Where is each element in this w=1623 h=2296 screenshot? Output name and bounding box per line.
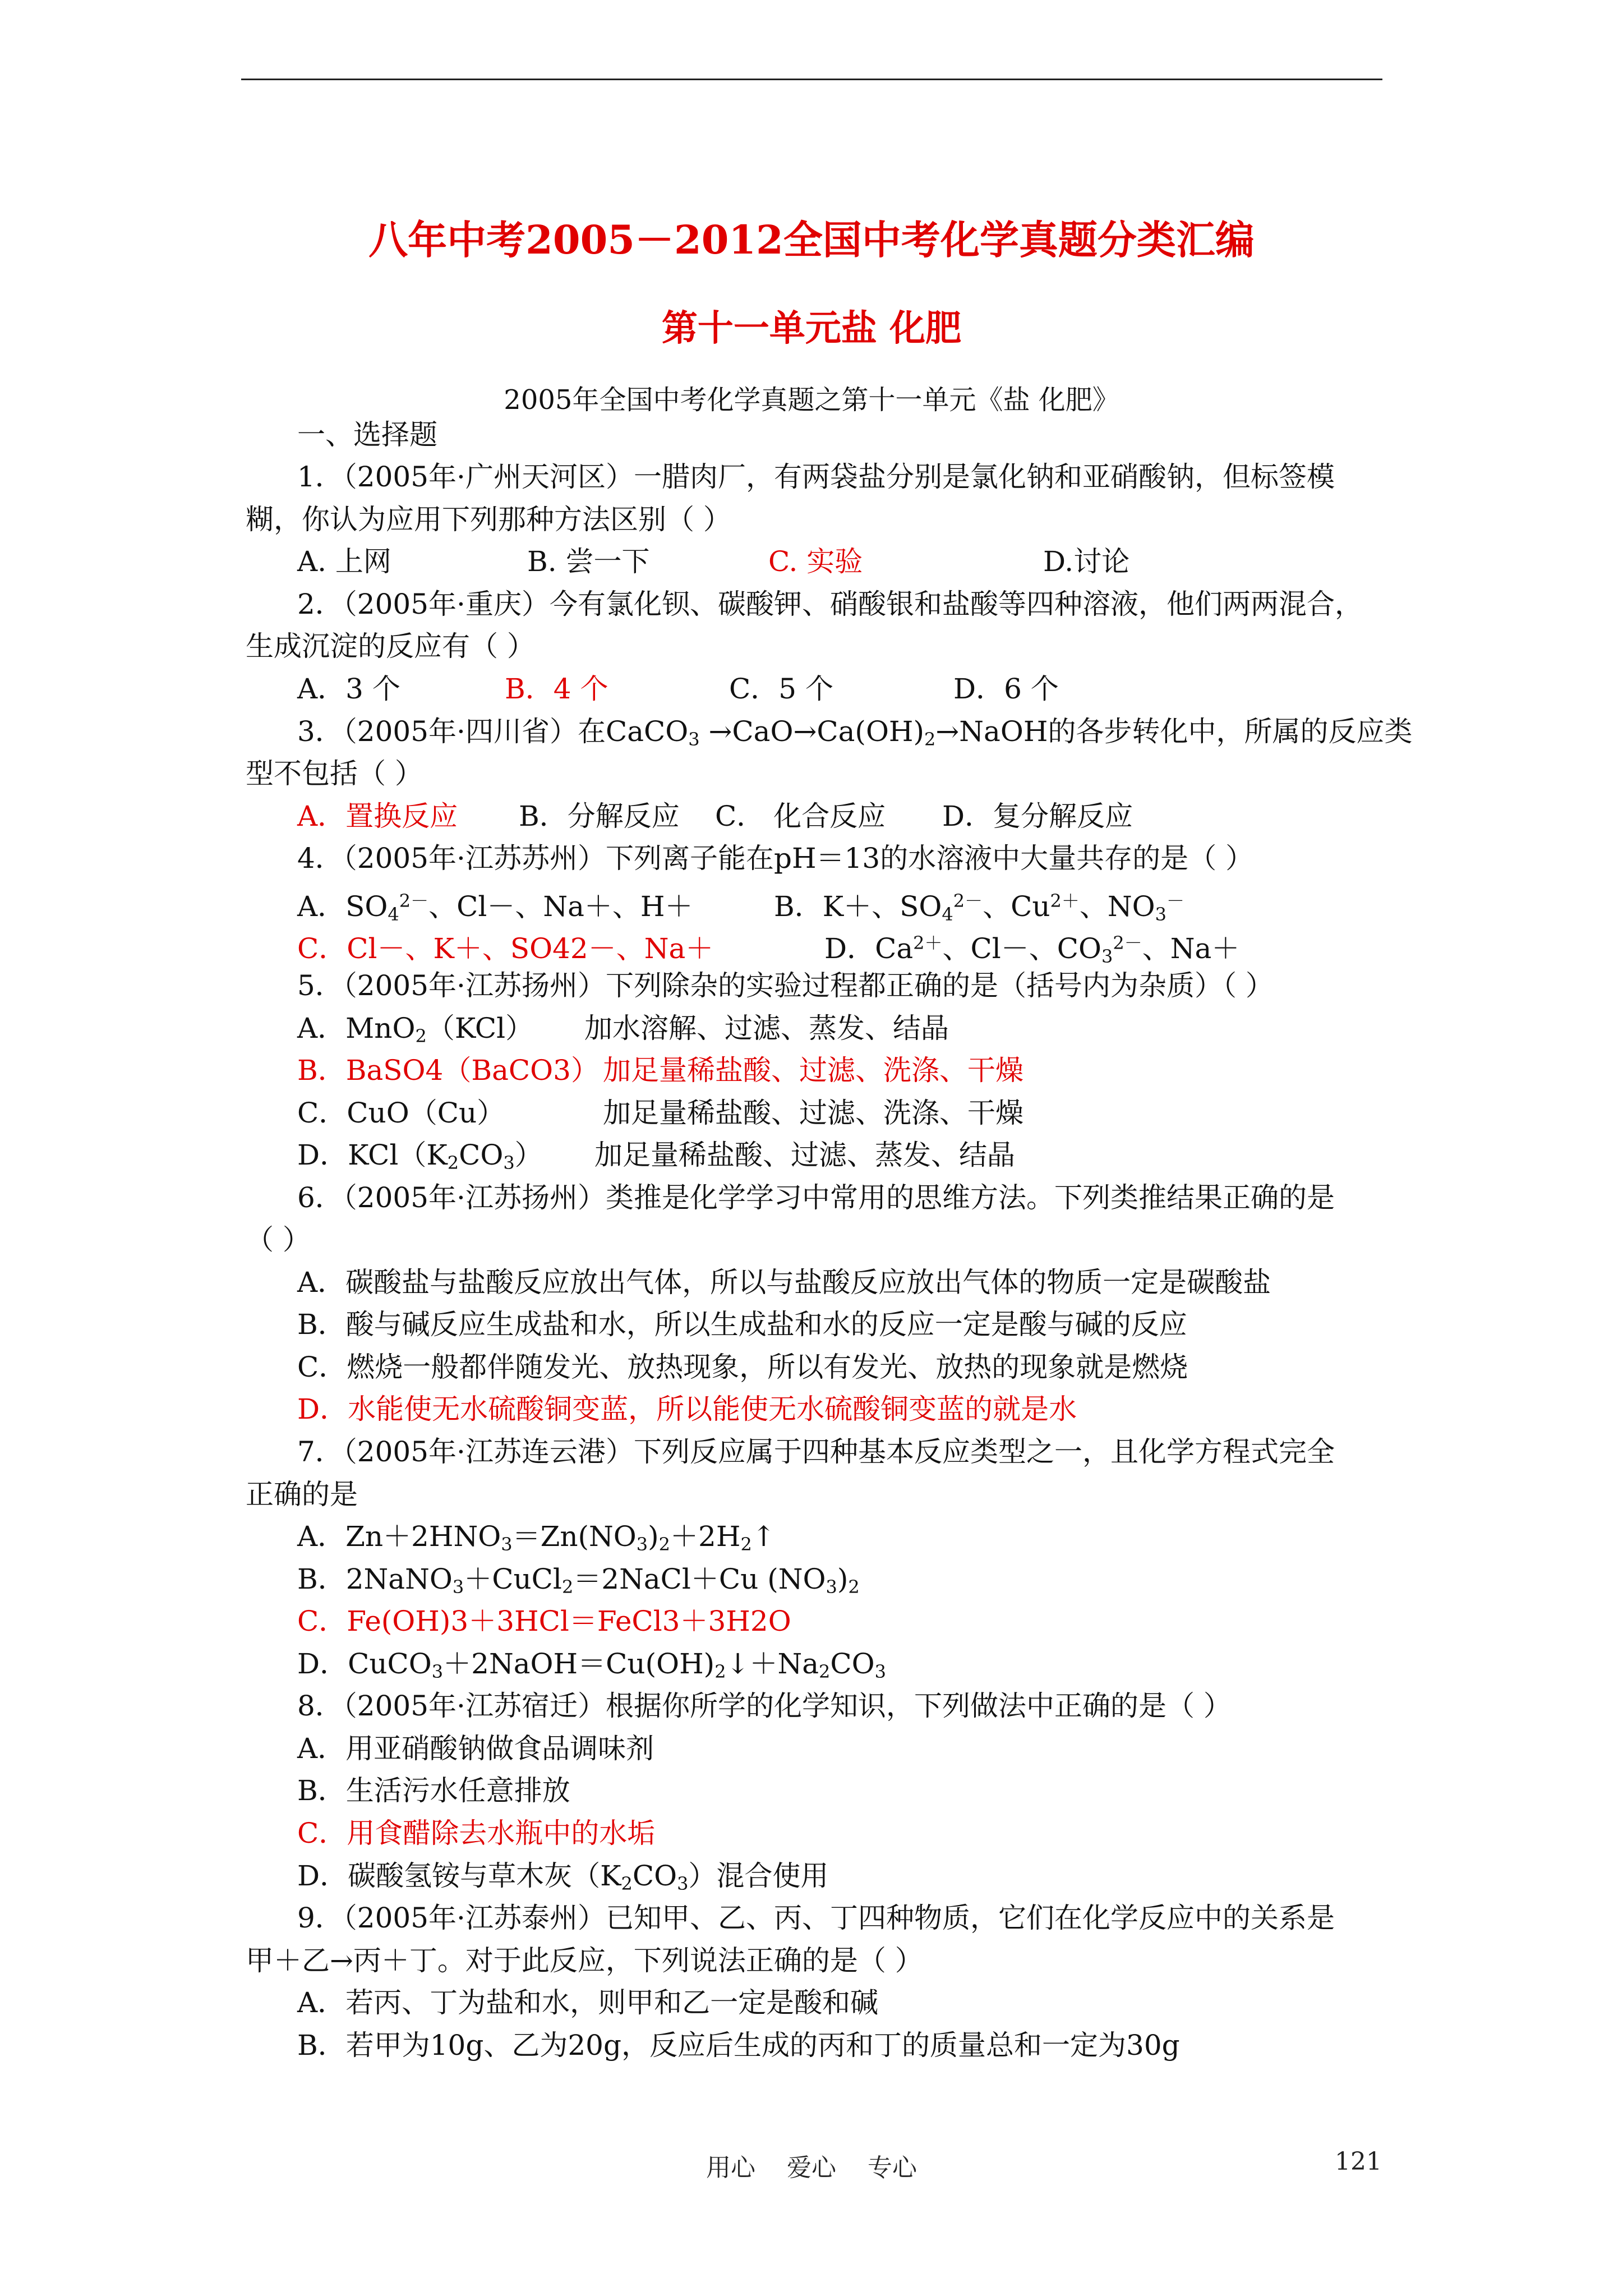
q6-stem-line2: （ ）	[246, 1223, 311, 1256]
q7-d-text: D．CuCO	[297, 1648, 432, 1680]
q7-d-text: CO	[830, 1648, 875, 1680]
subscript: 3	[677, 1873, 689, 1894]
header-rule	[241, 79, 1382, 80]
page-number: 121	[1335, 2147, 1382, 2176]
q6-option-a: A．碳酸盐与盐酸反应放出气体，所以与盐酸反应放出气体的物质一定是碳酸盐	[297, 1266, 1271, 1299]
subscript: 3	[874, 1661, 886, 1682]
superscript: 2＋	[1050, 890, 1080, 912]
footer-motto-2: 爱心	[787, 2154, 836, 2182]
q3-stem-text: →NaOH的各步转化中，所属的反应类	[935, 715, 1413, 748]
q6-option-d-answer: D．水能使无水硫酸铜变蓝，所以能使无水硫酸铜变蓝的就是水	[297, 1393, 1077, 1425]
section-label: 一、选择题	[297, 418, 437, 451]
subscript: 2	[714, 1661, 726, 1682]
q4-d-text: 、Na＋	[1142, 932, 1240, 965]
q5-d-text: D．KCl（K	[297, 1139, 448, 1171]
q7-d-text: ↓＋Na	[726, 1648, 819, 1680]
q5-option-d	[297, 1137, 1015, 1181]
q5-b-method: 加足量稀盐酸、过滤、洗涤、干燥	[603, 1054, 1023, 1087]
superscript: 2－	[953, 890, 983, 912]
q4-a-text: A．SO	[297, 890, 388, 923]
q1-option-b: B. 尝一下	[527, 545, 650, 578]
subscript: 2	[447, 1152, 459, 1174]
subscript: 3	[503, 1152, 515, 1174]
q8-d-text: ）混合使用	[688, 1860, 829, 1892]
q2-option-b-answer: B．4 个	[505, 673, 608, 705]
subscript: 2	[658, 1534, 671, 1555]
subscript: 3	[1155, 904, 1167, 925]
q5-d-text: ）	[514, 1139, 543, 1171]
q5-stem: 5．（2005年·江苏扬州）下列除杂的实验过程都正确的是（括号内为杂质）（ ）	[297, 969, 1274, 1002]
q7-b-text: )	[837, 1563, 849, 1595]
subscript: 4	[388, 904, 399, 925]
q8-d-text: CO	[632, 1860, 677, 1892]
subscript: 3	[688, 729, 700, 750]
q4-a-text: 、Cl－、Na＋、H＋	[428, 890, 693, 923]
q7-stem-line2: 正确的是	[246, 1478, 358, 1511]
q4-b-text: 、Cu	[983, 890, 1050, 923]
q3-stem-line1	[297, 713, 1412, 758]
q9-stem-line2: 甲＋乙→丙＋丁。对于此反应，下列说法正确的是（ ）	[246, 1944, 923, 1977]
q7-a-text: )	[648, 1520, 659, 1553]
q5-d-text: CO	[459, 1139, 504, 1171]
q4-b-text: B．K＋、SO	[774, 890, 942, 923]
q5-a-text: A．MnO	[297, 1012, 416, 1045]
q7-b-text: B．2NaNO	[297, 1563, 453, 1595]
q2-stem-line2: 生成沉淀的反应有（ ）	[246, 630, 535, 662]
q4-d-text: 、Cl－、CO	[942, 932, 1102, 965]
subscript: 3	[1101, 946, 1113, 967]
q7-a-text: ↑	[751, 1520, 776, 1553]
q1-stem-line1: 1．（2005年·广州天河区）一腊肉厂，有两袋盐分别是氯化钠和亚硝酸钠，但标签模	[297, 461, 1335, 493]
q8-option-d	[297, 1857, 828, 1902]
q3-option-c: C． 化合反应	[715, 800, 886, 832]
q8-option-b: B．生活污水任意排放	[297, 1774, 570, 1807]
q7-option-c-answer: C．Fe(OH)3＋3HCl＝FeCl3＋3H2O	[297, 1605, 791, 1637]
q3-option-b: B．分解反应	[519, 800, 680, 832]
subscript: 3	[636, 1534, 648, 1555]
q1-stem-line2: 糊，你认为应用下列那种方法区别（ ）	[246, 503, 731, 536]
q2-stem-line1: 2．（2005年·重庆）今有氯化钡、碳酸钾、硝酸银和盐酸等四种溶液，他们两两混合，	[297, 588, 1363, 620]
q5-c-reagent: C．CuO（Cu）	[297, 1097, 505, 1129]
q9-option-b: B．若甲为10g、乙为20g，反应后生成的丙和丁的质量总和一定为30g	[297, 2029, 1180, 2062]
q8-option-c-answer: C．用食醋除去水瓶中的水垢	[297, 1817, 656, 1849]
q5-a-method: 加水溶解、过滤、蒸发、结晶	[584, 1012, 949, 1045]
q7-a-text: ＋2H	[670, 1520, 741, 1553]
q5-d-reagent	[297, 1137, 594, 1181]
q8-d-text: D．碳酸氢铵与草木灰（K	[297, 1860, 621, 1892]
q7-a-text: A．Zn＋2HNO	[297, 1520, 501, 1553]
q8-stem: 8．（2005年·江苏宿迁）根据你所学的化学知识，下列做法中正确的是（ ）	[297, 1690, 1232, 1722]
subscript: 2	[740, 1534, 752, 1555]
subscript: 2	[848, 1576, 860, 1598]
q7-option-a	[297, 1518, 776, 1563]
q7-stem-line1: 7．（2005年·江苏连云港）下列反应属于四种基本反应类型之一，且化学方程式完全	[297, 1435, 1335, 1468]
q5-option-a	[297, 1010, 949, 1055]
unit-title	[0, 300, 1623, 351]
q7-option-b	[297, 1561, 860, 1605]
q6-option-c: C．燃烧一般都伴随发光、放热现象，所以有发光、放热的现象就是燃烧	[297, 1351, 1188, 1383]
unit-topic: 盐 化肥	[841, 307, 962, 349]
q5-option-c	[297, 1094, 1023, 1131]
document-title: 八年中考2005－2012全国中考化学真题分类汇编	[368, 217, 1255, 263]
subscript: 3	[431, 1661, 444, 1682]
subscript: 2	[561, 1576, 574, 1598]
q4-option-c-answer: C．Cl－、K＋、SO42－、Na＋	[297, 932, 714, 965]
q7-a-text: ＝Zn(NO	[512, 1520, 637, 1553]
superscript: 2－	[1113, 932, 1142, 954]
q1-option-c-answer: C. 实验	[768, 545, 863, 578]
unit-number: 第十一单元	[661, 307, 841, 349]
q2-options	[297, 670, 1059, 707]
q8-option-a: A．用亚硝酸钠做食品调味剂	[297, 1732, 654, 1765]
q9-stem-line1: 9．（2005年·江苏泰州）已知甲、乙、丙、丁四种物质，它们在化学反应中的关系是	[297, 1902, 1335, 1934]
q6-stem-line1: 6．（2005年·江苏扬州）类推是化学学习中常用的思维方法。下列类推结果正确的是	[297, 1181, 1335, 1214]
superscript: －	[1166, 890, 1185, 912]
subscript: 3	[501, 1534, 513, 1555]
q1-option-a: A. 上网	[297, 545, 391, 578]
q3-stem-text: →CaO→Ca(OH)	[699, 715, 925, 748]
q7-b-text: ＝2NaCl＋Cu (NO	[573, 1563, 826, 1595]
q3-option-a-answer: A．置换反应	[297, 800, 458, 832]
q5-b-reagent: B．BaSO4（BaCO3）	[297, 1054, 599, 1087]
q1-options	[297, 543, 1129, 580]
q4-b-text: 、NO	[1079, 890, 1155, 923]
superscript: 2＋	[913, 932, 943, 954]
q5-c-method: 加足量稀盐酸、过滤、洗涤、干燥	[603, 1097, 1023, 1129]
q3-option-d: D．复分解反应	[942, 800, 1133, 832]
subscript: 2	[621, 1873, 633, 1894]
q7-option-d	[297, 1645, 886, 1690]
q1-option-d: D.讨论	[1043, 545, 1130, 578]
q5-a-reagent	[297, 1010, 584, 1055]
q5-a-text: （KCl）	[426, 1012, 534, 1045]
subscript: 4	[942, 904, 953, 925]
subscript: 3	[452, 1576, 464, 1598]
footer-motto-3: 专心	[868, 2154, 917, 2182]
q2-option-c: C．5 个	[729, 673, 833, 705]
q3-stem-line2: 型不包括（ ）	[246, 757, 423, 790]
q5-option-b-answer	[297, 1052, 1023, 1089]
q5-d-method: 加足量稀盐酸、过滤、蒸发、结晶	[594, 1139, 1015, 1171]
section-title: 2005年全国中考化学真题之第十一单元《盐 化肥》	[504, 384, 1119, 416]
q7-d-text: ＋2NaOH＝Cu(OH)	[443, 1648, 715, 1680]
q6-option-b: B．酸与碱反应生成盐和水，所以生成盐和水的反应一定是酸与碱的反应	[297, 1308, 1187, 1341]
subscript: 2	[819, 1661, 831, 1682]
q4-d-text: D．Ca	[824, 932, 914, 965]
footer-motto-1: 用心	[706, 2154, 755, 2182]
subscript: 2	[924, 729, 936, 750]
q2-option-d: D．6 个	[953, 673, 1059, 705]
q7-b-text: ＋CuCl	[464, 1563, 562, 1595]
subscript: 2	[415, 1025, 427, 1047]
q3-stem-text: 3．（2005年·四川省）在CaCO	[297, 715, 689, 748]
q3-options	[297, 798, 1133, 835]
superscript: 2－	[399, 890, 429, 912]
q9-option-a: A．若丙、丁为盐和水，则甲和乙一定是酸和碱	[297, 1986, 879, 2019]
q2-option-a: A．3 个	[297, 673, 400, 705]
q4-stem: 4．（2005年·江苏苏州）下列离子能在pH＝13的水溶液中大量共存的是（ ）	[297, 842, 1254, 875]
subscript: 3	[826, 1576, 837, 1598]
